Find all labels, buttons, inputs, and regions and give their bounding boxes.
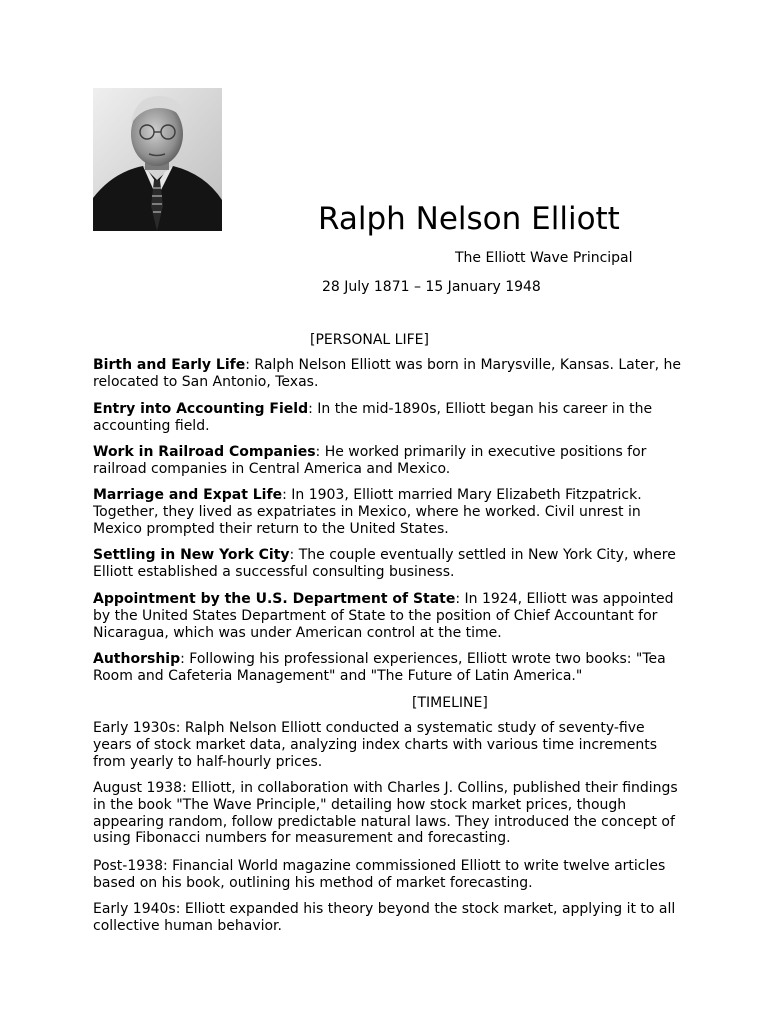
item-text: : In 1924, Elliott was appointed by the United States Department of State to the position of Chief Accountant for Nicaragua, which was under American control at the time.: [93, 591, 674, 641]
item-text: : The couple eventually settled in New York City, where Elliott established a successful consulting business.: [93, 547, 676, 580]
page-title: Ralph Nelson Elliott: [318, 201, 620, 237]
personal-item-state-department: [93, 591, 683, 641]
item-text: : In 1903, Elliott married Mary Elizabeth Fitzpatrick. Together, they lived as expatriates in Mexico, where he worked. Civil unrest in Mexico prompted their return to the United States.: [93, 487, 642, 537]
personal-item-new-york: [93, 547, 683, 581]
timeline-item-1940s: Early 1940s: Elliott expanded his theory beyond the stock market, applying it to all collective human behavior.: [93, 901, 676, 934]
item-label: Entry into Accounting Field: [93, 401, 309, 417]
item-label: Marriage and Expat Life: [93, 487, 283, 503]
timeline-item-1938: August 1938: Elliott, in collaboration with Charles J. Collins, published their findings in the book "The Wave Principle," detailing how stock market prices, though appearing random, follow predictable natural laws. They introduced the concept of using Fibonacci numbers for measurement and forecasting.: [93, 780, 678, 847]
item-text: : Ralph Nelson Elliott was born in Marysville, Kansas. Later, he relocated to San Antonio, Texas.: [93, 357, 681, 390]
item-text: : In the mid-1890s, Elliott began his career in the accounting field.: [93, 401, 653, 434]
item-label: Work in Railroad Companies: [93, 444, 316, 460]
section-heading-timeline: [TIMELINE]: [412, 695, 488, 711]
section-heading-personal-life: [PERSONAL LIFE]: [310, 332, 429, 348]
item-label: Appointment by the U.S. Department of State: [93, 591, 456, 607]
item-text: : He worked primarily in executive positions for railroad companies in Central America and Mexico.: [93, 444, 647, 477]
personal-item-railroad: [93, 444, 683, 478]
timeline-item-1930s: Early 1930s: Ralph Nelson Elliott conducted a systematic study of seventy-five years of stock market data, analyzing index charts with various time increments from yearly to half-hourly prices.: [93, 720, 657, 770]
personal-item-accounting: [93, 401, 683, 435]
portrait-image: [93, 88, 222, 231]
timeline-item-post-1938: Post-1938: Financial World magazine commissioned Elliott to write twelve articles based on his book, outlining his method of market forecasting.: [93, 858, 666, 891]
item-label: Birth and Early Life: [93, 357, 246, 373]
item-text: : Following his professional experiences, Elliott wrote two books: "Tea Room and Cafeteria Management" and "The Future of Latin America.": [93, 651, 666, 684]
item-label: Authorship: [93, 651, 181, 667]
personal-item-marriage: [93, 487, 683, 537]
personal-item-authorship: [93, 651, 683, 685]
life-dates: 28 July 1871 – 15 January 1948: [322, 279, 541, 295]
portrait-photo: [93, 88, 222, 231]
page-subtitle: The Elliott Wave Principal: [455, 250, 633, 266]
personal-item-birth: [93, 357, 683, 391]
item-label: Settling in New York City: [93, 547, 290, 563]
